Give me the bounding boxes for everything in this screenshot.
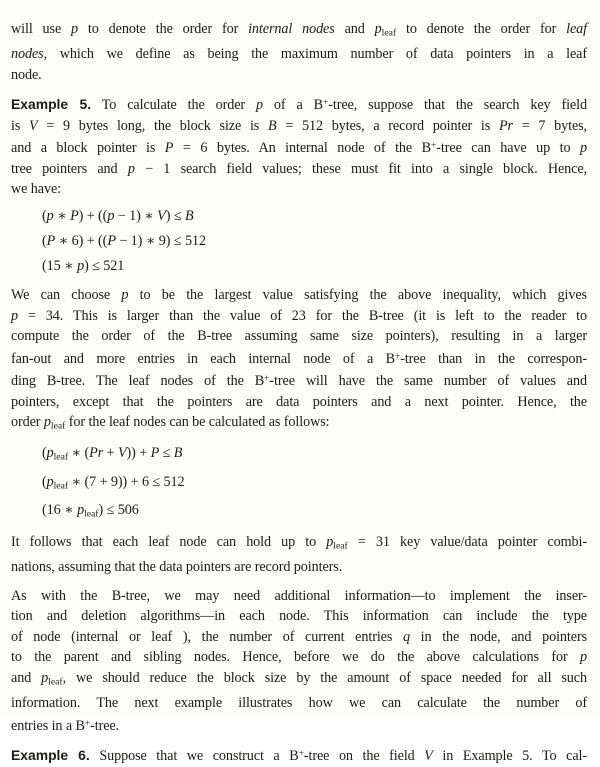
text-line: Example 6. Suppose that we construct a B+-tree on the field V in Example 5. To cal- <box>11 746 587 764</box>
para-example-6-clipped <box>11 744 587 767</box>
equation-line: (16 ∗ $p_{leaf}) \le 506$ <box>42 501 139 520</box>
equations-leaf-node-order <box>42 441 587 526</box>
equation-line: ($p_{leaf}$ ∗ (Pr + V)) + P ≤ B <box>42 445 183 463</box>
text-line: we have: <box>11 181 62 198</box>
text-line: nations, assuming that the data pointers are record pointers. <box>11 559 343 576</box>
para-choose-p <box>11 285 587 437</box>
text-line: fan-out and more entries in each internal node of a B+-tree than in the correspon- <box>11 350 587 367</box>
text-line: node. <box>11 66 42 83</box>
text-line: will use p to denote the order for internal nodes and $p_{leaf}$ to denote the order for leaf <box>11 21 587 39</box>
equation-line: (p ∗ P) + ((p − 1) ∗ V) ≤ B <box>42 207 194 224</box>
equation-line: (P ∗ 6) + ((P − 1) ∗ 9) ≤ 512 <box>42 232 206 249</box>
text-line: Example 5. To calculate the order p of a B+-tree, suppose that the search key field <box>11 96 587 114</box>
text-line: entries in a B+-tree. <box>11 717 120 734</box>
text-line: order $p_{leaf}$ for the leaf nodes can be calculated as follows: <box>11 414 330 432</box>
para-intro <box>11 19 587 85</box>
text-line: pointers, except that the pointers are data pointers and a next pointer. Hence, the <box>11 393 587 410</box>
para-leaf-capacity <box>11 532 587 578</box>
text-line: to the parent and sibling nodes. Hence, before we do the above calculations for p <box>11 649 587 666</box>
text-line: and a block pointer is P = 6 bytes. An internal node of the B+-tree can have up to p <box>11 140 587 157</box>
text-line: tree pointers and p − 1 search field values; these must fit into a single block. Hence, <box>11 160 587 177</box>
para-additional-info <box>11 586 587 736</box>
text-line: and $p_{leaf}$, we should reduce the block size by the amount of space needed for all such <box>11 670 587 688</box>
text-line: compute the order of the B-tree assuming same size pointers), resulting in a larger <box>11 328 587 345</box>
text-line: It follows that each leaf node can hold up to $p_{leaf} = 31$ key value/data pointer combi- <box>11 534 587 552</box>
text-line: is V = 9 bytes long, the block size is B = 512 bytes, a record pointer is Pr = 7 bytes, <box>11 117 588 134</box>
equation-line: ($p_{leaf}$ ∗ (7 + 9)) + 6 ≤ 512 <box>42 473 185 491</box>
text-line: As with the B-tree, we may need additional information—to implement the inser- <box>11 587 587 604</box>
text-line: nodes, which we define as being the maximum number of data pointers in a leaf <box>11 45 587 62</box>
para-example-5 <box>11 93 587 200</box>
document-body <box>11 19 587 767</box>
text-line: p = 34. This is larger than the value of 23 for the B-tree (it is left to the reader to <box>11 307 587 324</box>
equations-internal-node-order <box>42 204 587 279</box>
text-line: information. The next example illustrates how we can calculate the number of <box>11 694 587 711</box>
equation-line: (15 ∗ p) ≤ 521 <box>42 257 125 274</box>
text-line: tion and deletion algorithms—in each node. This information can include the type <box>11 608 587 625</box>
text-line: of node (internal or leaf ), the number of current entries q in the node, and pointers <box>11 628 587 645</box>
text-line: ding B-tree. The leaf nodes of the B+-tree will have the same number of values and <box>11 373 587 390</box>
text-line: We can choose p to be the largest value satisfying the above inequality, which gives <box>11 286 587 303</box>
